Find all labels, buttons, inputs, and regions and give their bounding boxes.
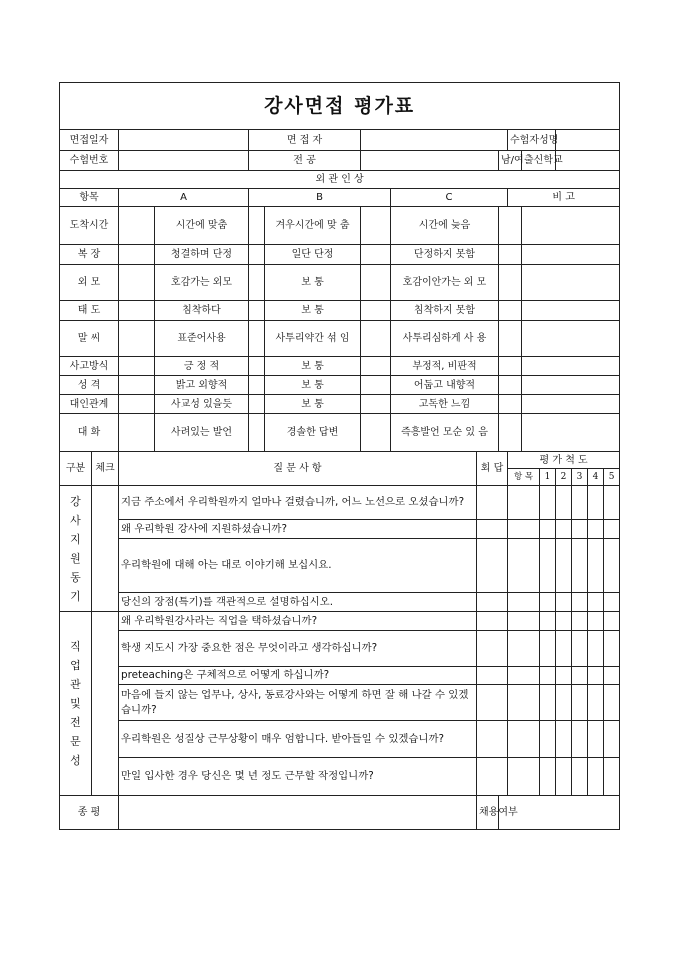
score-cell[interactable] <box>572 721 588 758</box>
appearance-rows <box>60 207 620 452</box>
score-cell[interactable] <box>588 721 604 758</box>
examinee-name-field[interactable] <box>556 130 620 151</box>
score-item[interactable] <box>508 539 540 593</box>
check-a[interactable] <box>119 301 155 321</box>
score-item[interactable] <box>508 685 540 721</box>
remarks-field[interactable] <box>522 357 620 376</box>
check-c[interactable] <box>361 321 391 357</box>
question-text: preteaching은 구체적으로 어떻게 하십니까? <box>119 667 477 685</box>
remarks-check[interactable] <box>499 414 522 452</box>
question-text: 지금 주소에서 우리학원까지 얼마나 걸렸습니까, 어느 노선으로 오셨습니까? <box>119 486 477 520</box>
score-cell[interactable] <box>540 685 556 721</box>
score-item[interactable] <box>508 612 540 631</box>
date-label: 면접일자 <box>60 130 119 151</box>
appearance-item: 사고방식 <box>60 357 119 376</box>
question-text: 당신의 장점(특기)를 객관적으로 설명하십시오. <box>119 593 477 612</box>
score-item[interactable] <box>508 520 540 539</box>
check-c[interactable] <box>361 301 391 321</box>
appearance-section-title: 외 관 인 상 <box>60 171 620 189</box>
option-a: 청결하며 단정 <box>155 245 249 265</box>
check-b[interactable] <box>249 207 265 245</box>
check-b[interactable] <box>249 395 265 414</box>
option-c: 침착하지 못함 <box>391 301 499 321</box>
question-header-item: 항 목 <box>508 469 540 486</box>
score-cell[interactable] <box>556 520 572 539</box>
score-cell[interactable] <box>572 667 588 685</box>
remarks-field[interactable] <box>522 321 620 357</box>
date-field[interactable] <box>119 130 249 151</box>
score-cell[interactable] <box>604 667 620 685</box>
remarks-check[interactable] <box>499 245 522 265</box>
option-a: 사교성 있을듯 <box>155 395 249 414</box>
appearance-header-c: C <box>391 189 508 207</box>
appearance-item: 말 씨 <box>60 321 119 357</box>
question-group-motivation <box>60 486 620 612</box>
score-cell[interactable] <box>604 593 620 612</box>
answer-field[interactable] <box>477 539 508 593</box>
remarks-check[interactable] <box>499 376 522 395</box>
school-field[interactable] <box>556 151 620 171</box>
option-b: 보 통 <box>265 357 361 376</box>
answer-field[interactable] <box>477 685 508 721</box>
hire-label: 채용여부 <box>477 796 499 830</box>
score-cell[interactable] <box>572 593 588 612</box>
score-cell[interactable] <box>604 721 620 758</box>
exam-no-field[interactable] <box>119 151 249 171</box>
option-a: 밝고 외향적 <box>155 376 249 395</box>
score-cell[interactable] <box>572 758 588 796</box>
score-item[interactable] <box>508 593 540 612</box>
check-c[interactable] <box>361 376 391 395</box>
score-cell[interactable] <box>572 520 588 539</box>
appearance-header-remarks: 비 고 <box>508 189 620 207</box>
score-cell[interactable] <box>540 667 556 685</box>
appearance-item: 성 격 <box>60 376 119 395</box>
check-c[interactable] <box>361 265 391 301</box>
appearance-item: 대 화 <box>60 414 119 452</box>
score-cell[interactable] <box>572 539 588 593</box>
answer-field[interactable] <box>477 631 508 667</box>
option-a: 긍 정 적 <box>155 357 249 376</box>
check-a[interactable] <box>119 207 155 245</box>
exam-no-label: 수험번호 <box>60 151 119 171</box>
question-header-answer: 회 답 <box>477 452 508 486</box>
score-cell[interactable] <box>540 721 556 758</box>
question-group-profession <box>60 612 620 796</box>
question-text: 왜 우리학원 강사에 지원하셨습니까? <box>119 520 477 539</box>
option-b: 보 통 <box>265 265 361 301</box>
appearance-item: 대인관계 <box>60 395 119 414</box>
score-cell[interactable] <box>556 539 572 593</box>
remarks-check[interactable] <box>499 207 522 245</box>
score-cell[interactable] <box>604 539 620 593</box>
score-cell[interactable] <box>604 486 620 520</box>
remarks-field[interactable] <box>522 301 620 321</box>
check-a[interactable] <box>119 414 155 452</box>
score-cell[interactable] <box>588 612 604 631</box>
answer-field[interactable] <box>477 520 508 539</box>
score-cell[interactable] <box>556 685 572 721</box>
answer-field[interactable] <box>477 612 508 631</box>
option-a: 호감가는 외모 <box>155 265 249 301</box>
appearance-item: 태 도 <box>60 301 119 321</box>
score-cell[interactable] <box>540 612 556 631</box>
answer-field[interactable] <box>477 486 508 520</box>
option-b: 겨우시간에 맞 춤 <box>265 207 361 245</box>
question-header-question: 질 문 사 항 <box>119 452 477 486</box>
major-label: 전 공 <box>249 151 361 171</box>
check-c[interactable] <box>361 245 391 265</box>
score-item[interactable] <box>508 486 540 520</box>
remarks-field[interactable] <box>522 414 620 452</box>
remarks-field[interactable] <box>522 245 620 265</box>
scale-label: 1 <box>540 469 556 486</box>
score-cell[interactable] <box>588 593 604 612</box>
score-cell[interactable] <box>572 612 588 631</box>
remarks-check[interactable] <box>499 321 522 357</box>
check-a[interactable] <box>119 395 155 414</box>
check-a[interactable] <box>119 357 155 376</box>
score-item[interactable] <box>508 667 540 685</box>
scale-label: 2 <box>556 469 572 486</box>
answer-field[interactable] <box>477 758 508 796</box>
answer-field[interactable] <box>477 721 508 758</box>
option-a: 시간에 맞춤 <box>155 207 249 245</box>
score-cell[interactable] <box>588 486 604 520</box>
check-b[interactable] <box>249 321 265 357</box>
evaluation-table <box>59 82 620 830</box>
option-c: 고독한 느낌 <box>391 395 499 414</box>
remarks-check[interactable] <box>499 301 522 321</box>
option-b: 보 통 <box>265 395 361 414</box>
score-cell[interactable] <box>556 631 572 667</box>
remarks-check[interactable] <box>499 357 522 376</box>
remarks-field[interactable] <box>522 395 620 414</box>
score-cell[interactable] <box>604 631 620 667</box>
option-a: 표준어사용 <box>155 321 249 357</box>
question-header-scale: 평 가 척 도 <box>508 452 620 469</box>
score-cell[interactable] <box>556 667 572 685</box>
appearance-item: 도착시간 <box>60 207 119 245</box>
score-cell[interactable] <box>556 486 572 520</box>
question-check[interactable] <box>92 612 119 796</box>
option-c: 단정하지 못함 <box>391 245 499 265</box>
score-cell[interactable] <box>556 721 572 758</box>
score-cell[interactable] <box>572 685 588 721</box>
question-text: 우리학원은 성질상 근무상황이 매우 엄합니다. 받아들일 수 있겠습니까? <box>119 721 477 758</box>
option-c: 어둡고 내향적 <box>391 376 499 395</box>
score-item[interactable] <box>508 721 540 758</box>
interviewer-label: 면 접 자 <box>249 130 361 151</box>
option-a: 침착하다 <box>155 301 249 321</box>
page-title: 강사면접 평가표 <box>60 83 620 130</box>
question-check[interactable] <box>92 486 119 612</box>
question-text: 우리학원에 대해 아는 대로 이야기해 보십시요. <box>119 539 477 593</box>
major-field[interactable] <box>361 151 499 171</box>
option-c: 호감이안가는 외 모 <box>391 265 499 301</box>
appearance-header-b: B <box>249 189 391 207</box>
score-cell[interactable] <box>604 612 620 631</box>
score-cell[interactable] <box>604 758 620 796</box>
option-b: 보 통 <box>265 301 361 321</box>
question-category: 직업관및전문성 <box>60 612 92 796</box>
option-c: 즉흥발언 모순 있 음 <box>391 414 499 452</box>
score-cell[interactable] <box>588 520 604 539</box>
answer-field[interactable] <box>477 667 508 685</box>
check-b[interactable] <box>249 376 265 395</box>
score-cell[interactable] <box>556 612 572 631</box>
score-cell[interactable] <box>540 758 556 796</box>
check-a[interactable] <box>119 321 155 357</box>
scale-label: 5 <box>604 469 620 486</box>
score-cell[interactable] <box>588 758 604 796</box>
overall-label: 종 평 <box>60 796 119 830</box>
interviewer-field[interactable] <box>361 130 508 151</box>
check-a[interactable] <box>119 265 155 301</box>
gender-label: 남/여 <box>499 151 522 171</box>
option-a: 사려있는 발언 <box>155 414 249 452</box>
question-text: 마음에 들지 않는 업무나, 상사, 동료강사와는 어떻게 하면 잘 해 나갈 수 있겠습니까? <box>119 685 477 721</box>
scale-label: 4 <box>588 469 604 486</box>
check-b[interactable] <box>249 301 265 321</box>
option-c: 시간에 늦음 <box>391 207 499 245</box>
option-b: 일단 단정 <box>265 245 361 265</box>
scale-label: 3 <box>572 469 588 486</box>
question-header-category: 구분 <box>60 452 92 486</box>
score-cell[interactable] <box>556 758 572 796</box>
score-cell[interactable] <box>540 486 556 520</box>
check-b[interactable] <box>249 265 265 301</box>
score-cell[interactable] <box>588 631 604 667</box>
answer-field[interactable] <box>477 593 508 612</box>
evaluation-form <box>59 82 619 830</box>
score-cell[interactable] <box>588 667 604 685</box>
score-cell[interactable] <box>540 539 556 593</box>
score-cell[interactable] <box>604 520 620 539</box>
remarks-check[interactable] <box>499 265 522 301</box>
score-item[interactable] <box>508 631 540 667</box>
remarks-field[interactable] <box>522 207 620 245</box>
check-a[interactable] <box>119 245 155 265</box>
question-text: 만일 입사한 경우 당신은 몇 년 정도 근무할 작정입니까? <box>119 758 477 796</box>
school-label: 출신학교 <box>522 151 556 171</box>
question-category: 강사지원동기 <box>60 486 92 612</box>
check-b[interactable] <box>249 245 265 265</box>
option-c: 사투리심하게 사 용 <box>391 321 499 357</box>
score-cell[interactable] <box>540 520 556 539</box>
score-cell[interactable] <box>588 539 604 593</box>
examinee-name-label: 수험자성명 <box>508 130 556 151</box>
check-a[interactable] <box>119 376 155 395</box>
question-text: 학생 지도시 가장 중요한 점은 무엇이라고 생각하십니까? <box>119 631 477 667</box>
remarks-field[interactable] <box>522 265 620 301</box>
remarks-check[interactable] <box>499 395 522 414</box>
check-b[interactable] <box>249 414 265 452</box>
score-cell[interactable] <box>540 593 556 612</box>
option-b: 경솔한 답변 <box>265 414 361 452</box>
score-cell[interactable] <box>588 685 604 721</box>
question-header-check: 체크 <box>92 452 119 486</box>
check-c[interactable] <box>361 357 391 376</box>
check-c[interactable] <box>361 395 391 414</box>
overall-field[interactable] <box>119 796 477 830</box>
score-cell[interactable] <box>556 593 572 612</box>
score-cell[interactable] <box>572 486 588 520</box>
option-c: 부정적, 비판적 <box>391 357 499 376</box>
appearance-item: 복 장 <box>60 245 119 265</box>
question-text: 왜 우리학원강사라는 직업을 택하셨습니까? <box>119 612 477 631</box>
score-cell[interactable] <box>572 631 588 667</box>
option-b: 보 통 <box>265 376 361 395</box>
check-c[interactable] <box>361 207 391 245</box>
score-item[interactable] <box>508 758 540 796</box>
check-b[interactable] <box>249 357 265 376</box>
appearance-header-item: 항목 <box>60 189 119 207</box>
score-cell[interactable] <box>540 631 556 667</box>
score-cell[interactable] <box>604 685 620 721</box>
appearance-item: 외 모 <box>60 265 119 301</box>
appearance-header-a: A <box>119 189 249 207</box>
remarks-field[interactable] <box>522 376 620 395</box>
option-b: 사투리약간 섞 임 <box>265 321 361 357</box>
check-c[interactable] <box>361 414 391 452</box>
